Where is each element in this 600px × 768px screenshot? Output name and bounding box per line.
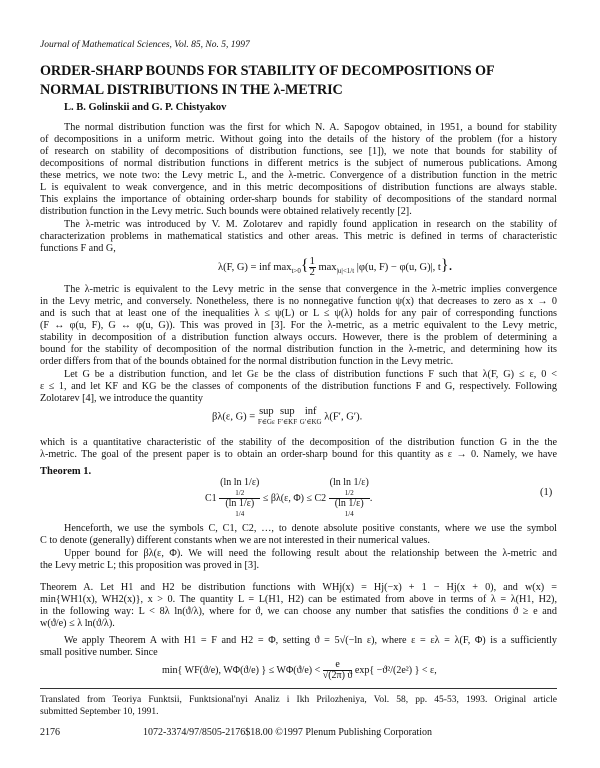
footnote-line: Translated from Teoriya Funktsii, Funktsional'nyi Analiz i Ikh Prilozheniya, Vol. 58, pp. 45-53, 1993. Original article — [40, 695, 557, 705]
paragraph-line: of decompositions in a uniform metric. Without going into the details of the history of the problem (for a history — [40, 134, 557, 145]
eq-text: C1 — [205, 492, 217, 504]
eq-den: (ln 1/ε) — [225, 498, 255, 509]
paragraph-line: λ-metric. The goal of the present paper is to obtain an order-sharp bound for this quantity as ε → 0. Namely, we have — [40, 449, 557, 460]
paragraph-line: small positive number. Since — [40, 647, 158, 658]
equation-theorem-1 — [205, 478, 372, 519]
paragraph-line: the Levy metric L; this proposition was proved in [3]. — [40, 560, 259, 571]
paragraph-line: Upper bound for βλ(ε, Φ). We will need the following result about the relationship between the λ-metric and — [64, 548, 557, 559]
paragraph-line: and is such that at least one of the inequalities λ ≤ ψ(L) or L ≤ ψ(λ) holds for any pair of corresponding functions — [40, 308, 557, 319]
equation-number: (1) — [540, 487, 553, 498]
eq-text: λ(F, G) = inf max — [218, 262, 292, 273]
eq-text: βλ(ε, G) = — [212, 411, 258, 423]
footnote-line: submitted September 10, 1991. — [40, 707, 159, 717]
eq-fraction — [309, 257, 316, 278]
journal-header: Journal of Mathematical Sciences, Vol. 85, No. 5, 1997 — [40, 40, 250, 50]
eq-num: (ln ln 1/ε) — [220, 477, 260, 488]
paragraph-line: Zolotarev [4], we introduce the quantity — [40, 393, 203, 404]
eq-exp: 1/4 — [344, 510, 354, 518]
paragraph-line: Henceforth, we use the symbols C, C1, C2, …, to denote absolute positive constants, where we use the symbol — [64, 523, 557, 534]
footnote-rule — [40, 688, 557, 689]
eq-den: 2 — [309, 267, 315, 279]
eq-sub: G′∈KG — [299, 418, 322, 426]
eq-op: inf — [304, 406, 317, 417]
paper-title — [40, 62, 495, 100]
eq-text: |φ(u, F) − φ(u, G)|, t — [356, 262, 441, 273]
eq-fraction — [323, 660, 353, 681]
paragraph-line: which is a quantitative characteristic of the stability of the decomposition of the distribution function G in the the — [40, 437, 557, 448]
eq-text: λ(F′, G′). — [324, 411, 363, 423]
eq-num: 1 — [309, 256, 315, 268]
eq-op: sup — [280, 406, 295, 417]
paragraph-line: The λ-metric is equivalent to the Levy metric in the sense that convergence in the λ-metric implies convergence — [64, 284, 557, 295]
paragraph-line: in the Levy metric, and conversely. Nonetheless, there is no nonnegative function ψ(x) that decreases to zero as x → 0 — [40, 296, 557, 307]
paragraph-line: min{WH1(x), WH2(x)}, x > 0. The quantity L = L(H1, H2) can be estimated from above in terms of λ = λ(H1, H2), — [40, 594, 557, 605]
eq-exp: 1/4 — [235, 510, 245, 518]
title-line: NORMAL DISTRIBUTIONS IN THE λ-METRIC — [40, 82, 343, 98]
paragraph-line: distribution function in the Levy metric. Such bounds were obtained relatively recently [2]. — [40, 206, 412, 217]
equation-lambda-metric: λ(F, G) = inf $\max_{t>0}${ $\frac{1}{2}$ $\max_{|u|<1/t} |\varphi(u$, F) − φ(u, G)|, t}. — [218, 256, 453, 279]
paragraph-line: in the following way: L < 8λ ln(ϑ/λ), where for ϑ, we can choose any number that satisfies the conditions ϑ ≥ e and — [40, 606, 557, 617]
eq-op: sup — [259, 406, 274, 417]
eq-text: exp{ −ϑ²/(2e²) } < ε, — [354, 664, 437, 676]
paragraph-line: (F ↔ φ(u, F), G ↔ φ(u, G)). This was proved in [3]. For the λ-metric, as a metric equivalent to the Levy metric, — [40, 320, 557, 331]
eq-sup — [258, 407, 275, 427]
paragraph-line: functions F and G, — [40, 243, 116, 254]
eq-sub: F∈Gε — [257, 418, 275, 426]
paragraph-line: C to denote (generally) different constants when we are not interested in their numerical values. — [40, 535, 430, 546]
eq-exp: 1/2 — [344, 489, 354, 497]
eq-text: min{ WF(ϑ/e), WΦ(ϑ/e) } ≤ WΦ(ϑ/e) < — [162, 664, 323, 676]
eq-inf — [300, 407, 322, 427]
eq-exp: 1/2 — [235, 489, 245, 497]
copyright-line: 1072-3374/97/8505-2176$18.00 ©1997 Plenum Publishing Corporation — [143, 727, 432, 738]
paragraph-line: This explains the importance of obtaining order-sharp bounds for stability of decompositions of the standard normal — [40, 194, 557, 205]
paragraph-line: Theorem A. Let H1 and H2 be distribution functions with WHj(x) = Hj(−x) + 1 − Hj(x + 0), and w(x) = — [40, 582, 557, 593]
eq-sub: |u|<1/t — [336, 267, 355, 275]
eq-text: ≤ βλ(ε, Φ) ≤ C2 — [262, 492, 327, 504]
eq-sub: t>0 — [291, 267, 301, 275]
paragraph-line: L is equivalent to weak convergence, and in this metric decompositions of distribution functions are always stable. — [40, 182, 557, 193]
eq-den: √(2π) ϑ — [322, 670, 353, 681]
eq-num: (ln ln 1/ε) — [329, 477, 369, 488]
page-number: 2176 — [40, 727, 60, 738]
title-line: ORDER-SHARP BOUNDS FOR STABILITY OF DECOMPOSITIONS OF — [40, 63, 495, 79]
eq-text: . — [369, 492, 373, 504]
eq-text: }. — [440, 257, 453, 274]
paragraph-line: The normal distribution function was the first for which N. A. Sapogov obtained, in 1951, a bound for stability — [64, 122, 557, 133]
eq-num: e — [323, 660, 353, 671]
equation-since — [162, 660, 437, 681]
paragraph-line: order differs from that of the bounds obtained for the normal distribution function in the Levy metric. — [40, 356, 454, 367]
eq-text: max — [318, 262, 337, 273]
paragraph-line: We apply Theorem A with H1 = F and H2 = Φ, setting ϑ = 5√(−ln ε), where ε = ελ = λ(F, Φ) is a sufficiently — [64, 635, 557, 646]
paragraph-line: ε ≤ 1, and let KF and KG be the classes of components of the distribution functions F and G, respectively. Following — [40, 381, 557, 392]
paragraph-line: The λ-metric was introduced by V. M. Zolotarev and rapidly found application in research on the stability of — [64, 219, 557, 230]
paragraph-line: decompositions of normal distribution functions in different metrics is the subject of numerous publications. Among — [40, 158, 557, 169]
authors: L. B. Golinskii and G. P. Chistyakov — [64, 102, 227, 113]
eq-sub: F′∈KF — [277, 418, 298, 426]
paragraph-line: bound for the stability of decomposition of the normal distribution function in the λ-metric, and determining how its — [40, 344, 557, 355]
equation-beta — [212, 407, 362, 427]
paragraph-line: Let G be a distribution function, and let Gε be the class of distribution functions F such that λ(F, G) ≤ ε, 0 < — [64, 369, 557, 380]
eq-fraction — [219, 478, 260, 519]
paragraph-line: these metrics, we note two: the Levy metric L, and the λ-metric. Convergence of a distribution function in the metric — [40, 170, 557, 181]
eq-sup — [278, 407, 298, 427]
paragraph-line: characterization problems in mathematical statistics and other areas. This metric is defined in terms of characteristic — [40, 231, 557, 242]
theorem-1-label: Theorem 1. — [40, 466, 92, 477]
paragraph-line: stability in decomposition of a distribution function always occurs. However, there is the problem of determining a — [40, 332, 557, 343]
eq-den: (ln 1/ε) — [334, 498, 364, 509]
paragraph-line: w(ϑ/e) ≤ λ ln(ϑ/λ). — [40, 618, 115, 629]
eq-fraction — [329, 478, 370, 519]
paragraph-line: of research on stability of decompositions of distribution functions, see [1]), we note that bounds for stability of — [40, 146, 557, 157]
